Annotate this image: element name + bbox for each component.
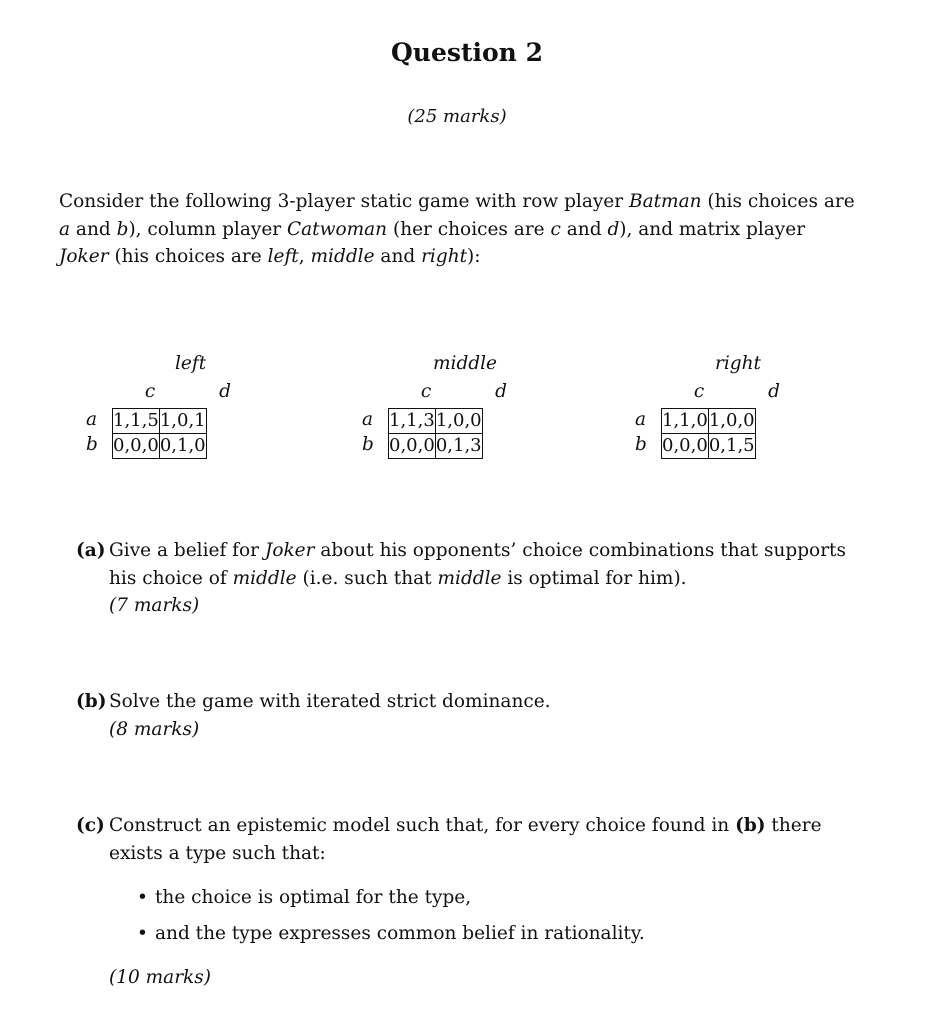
choice-middle: middle (232, 567, 297, 589)
payoff-cell: 1,0,1 (159, 409, 206, 434)
col-header: d (219, 381, 231, 402)
part-marks: (8 marks) (109, 718, 200, 740)
col-header: d (495, 381, 507, 402)
part-b-body (109, 688, 859, 743)
payoff-cell: 0,1,5 (708, 434, 755, 459)
list-item-text: and the type expresses common belief in rationality. (155, 922, 645, 944)
list-item (133, 884, 859, 912)
part-c-text (109, 812, 859, 867)
payoff-table (661, 408, 756, 459)
matrix-title: left (175, 353, 207, 374)
row-header: a (635, 409, 647, 430)
matrix-title: right (715, 353, 761, 374)
part-a-text (109, 537, 859, 592)
intro-text: (his choices are (701, 191, 855, 212)
choice-left: left (267, 246, 299, 267)
table-row (113, 434, 207, 459)
list-item (133, 920, 859, 948)
part-marks: (7 marks) (109, 595, 200, 616)
payoff-cell: 0,1,3 (435, 434, 482, 459)
payoff-cell: 1,1,3 (389, 409, 436, 434)
table-row (389, 434, 483, 459)
text: Give a belief for (109, 540, 265, 561)
payoff-cell: 0,0,0 (389, 434, 436, 459)
intro-text: , (298, 246, 311, 267)
intro-text: ), and matrix player (619, 218, 806, 240)
player-catwoman: Catwoman (287, 218, 388, 240)
intro-text: and (560, 218, 608, 240)
choice-middle: middle (310, 246, 375, 267)
row-header: b (635, 434, 647, 455)
text: about his opponents’ choice combinations that supports his choice of (109, 540, 846, 589)
table-row (662, 434, 756, 459)
choice-right: right (421, 246, 468, 267)
choice-b: b (116, 218, 129, 240)
choice-c: c (550, 218, 561, 240)
payoff-cell: 1,1,5 (113, 409, 160, 434)
intro-text: Consider the following 3-player static game with row player (59, 191, 629, 212)
choice-middle: middle (437, 567, 502, 589)
list-item-text: the choice is optimal for the type, (155, 887, 472, 908)
part-label: (b) (76, 691, 107, 712)
bullet: • (137, 887, 148, 908)
payoff-cell: 1,0,0 (435, 409, 482, 434)
col-header: d (768, 381, 780, 402)
part-reference: (b) (735, 815, 766, 836)
table-row (662, 409, 756, 434)
row-header: b (362, 434, 374, 455)
table-row (113, 409, 207, 434)
player-joker: Joker (264, 540, 315, 561)
row-header: a (86, 409, 98, 430)
part-c-body (109, 812, 859, 992)
text: (i.e. such that (296, 567, 438, 589)
question-title: Question 2 (391, 38, 543, 67)
row-header: b (86, 434, 98, 455)
intro-paragraph (59, 188, 859, 271)
col-header: c (693, 381, 705, 402)
choice-a: a (59, 218, 71, 240)
col-header: c (144, 381, 156, 402)
choice-d: d (607, 218, 620, 240)
intro-text: ), column player (128, 218, 287, 240)
intro-text: (her choices are (387, 218, 551, 240)
condition-list (133, 884, 859, 947)
payoff-cell: 0,0,0 (662, 434, 709, 459)
part-b-text: Solve the game with iterated strict dominance. (109, 691, 551, 712)
table-row (389, 409, 483, 434)
part-label: (c) (76, 815, 105, 836)
intro-text: and (374, 246, 422, 267)
row-header: a (362, 409, 374, 430)
payoff-table (388, 408, 483, 459)
payoff-cell: 0,0,0 (113, 434, 160, 459)
payoff-cell: 1,1,0 (662, 409, 709, 434)
text: is optimal for him). (501, 567, 687, 589)
payoff-table (112, 408, 207, 459)
col-header: c (420, 381, 432, 402)
intro-text: and (70, 218, 117, 240)
payoff-cell: 1,0,0 (708, 409, 755, 434)
text: Construct an epistemic model such that, for every choice found in (109, 815, 736, 836)
question-marks: (25 marks) (407, 106, 507, 127)
payoff-cell: 0,1,0 (159, 434, 206, 459)
intro-text: ): (467, 246, 481, 267)
player-joker: Joker (59, 246, 109, 267)
player-batman: Batman (628, 191, 702, 212)
text: there exists a type such that: (109, 815, 822, 864)
bullet: • (137, 922, 148, 944)
part-marks: (10 marks) (109, 967, 211, 988)
matrix-title: middle (433, 353, 498, 374)
part-label: (a) (76, 540, 106, 561)
part-a-body (109, 537, 859, 620)
intro-text: (his choices are (108, 246, 268, 267)
